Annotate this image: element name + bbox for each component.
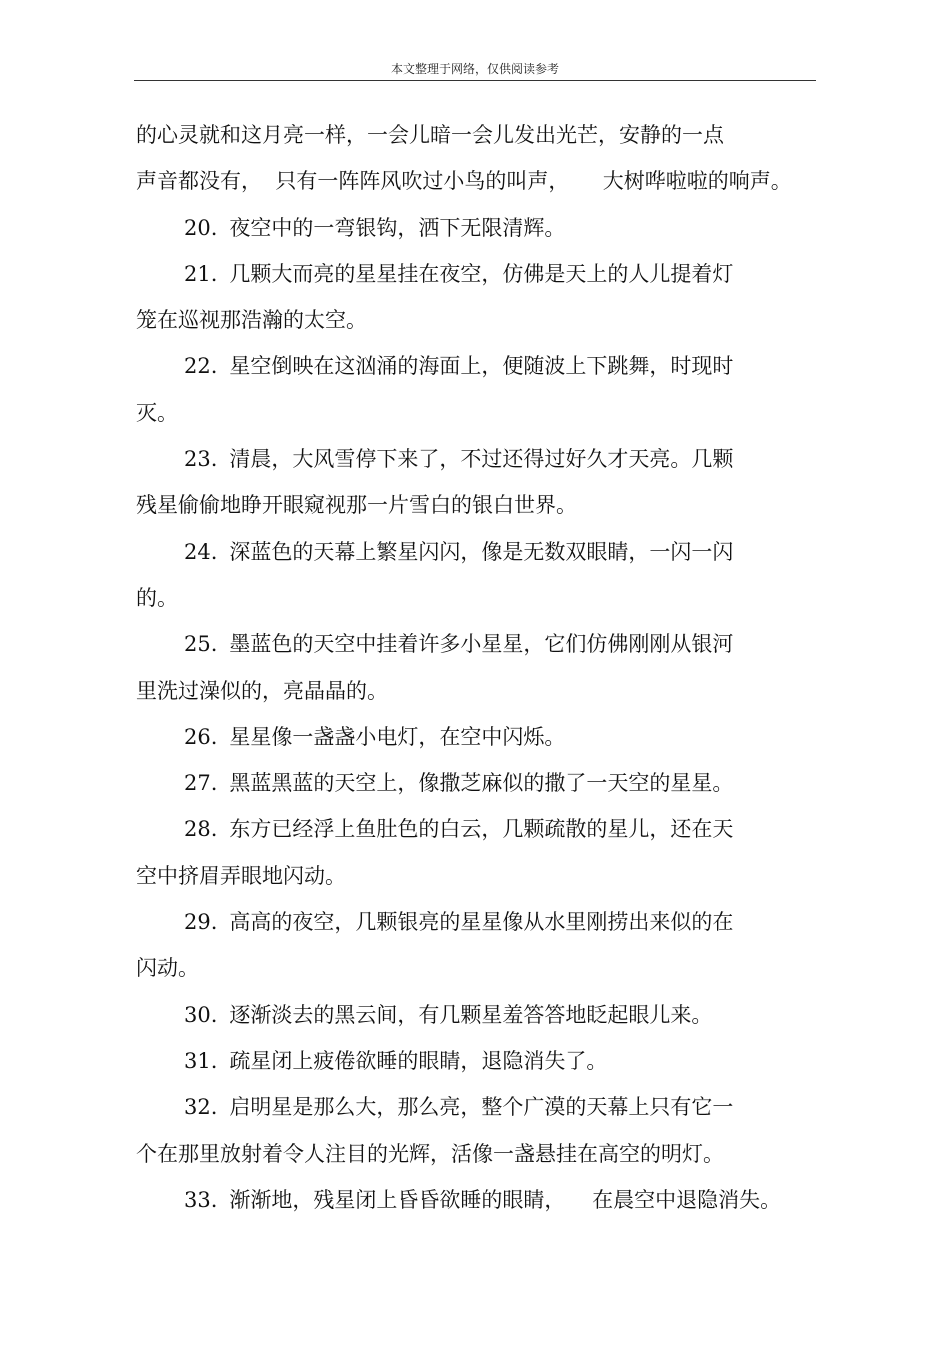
numbered-item-line xyxy=(136,1038,796,1084)
line-text: 星空倒映在这汹涌的海面上，便随波上下跳舞，时现时 xyxy=(229,354,734,379)
line-text: 深蓝色的天幕上繁星闪闪，像是无数双眼睛，一闪一闪 xyxy=(229,539,734,564)
line-text: 残星偷偷地睁开眼窥视那一片雪白的银白世界。 xyxy=(136,493,577,518)
item-number: 24. xyxy=(184,539,218,564)
text-line xyxy=(136,1131,796,1177)
header-divider xyxy=(134,80,816,81)
line-text: 黑蓝黑蓝的天空上，像撒芝麻似的撒了一天空的星星。 xyxy=(229,771,734,796)
line-text: 清晨，大风雪停下来了，不过还得过好久才天亮。几颗 xyxy=(229,447,734,472)
numbered-item-line xyxy=(136,760,796,806)
text-line xyxy=(136,112,796,158)
text-line xyxy=(136,390,796,436)
item-number: 25. xyxy=(184,632,218,657)
item-number: 21. xyxy=(184,261,218,286)
numbered-item-line xyxy=(136,992,796,1038)
line-text: 几颗大而亮的星星挂在夜空，仿佛是天上的人儿提着灯 xyxy=(229,261,734,286)
line-text: 逐渐淡去的黑云间，有几颗星羞答答地眨起眼儿来。 xyxy=(229,1002,713,1027)
line-text: 笼在巡视那浩瀚的太空。 xyxy=(136,308,367,333)
document-body xyxy=(136,112,796,1223)
numbered-item-line xyxy=(136,205,796,251)
item-number: 29. xyxy=(184,910,218,935)
line-text: 启明星是那么大，那么亮，整个广漠的天幕上只有它一 xyxy=(229,1095,734,1120)
line-text: 的心灵就和这月亮一样，一会儿暗一会儿发出光芒，安静的一点 xyxy=(136,123,724,147)
item-number: 23. xyxy=(184,447,218,472)
line-text: 灭。 xyxy=(136,400,178,425)
numbered-item-line xyxy=(136,436,796,482)
numbered-item-line xyxy=(136,899,796,945)
line-text: 闪动。 xyxy=(136,956,199,981)
text-line xyxy=(136,668,796,714)
text-line xyxy=(136,297,796,343)
item-number: 28. xyxy=(184,817,218,842)
line-text: 个在那里放射着令人注目的光辉，活像一盏悬挂在高空的明灯。 xyxy=(136,1141,724,1166)
line-text: 夜空中的一弯银钩，洒下无限清辉。 xyxy=(229,215,566,240)
text-line xyxy=(136,158,796,204)
page-header: 本文整理于网络，仅供阅读参考 xyxy=(390,62,559,76)
line-text: 的。 xyxy=(136,585,178,610)
line-text: 高高的夜空，几颗银亮的星星像从水里刚捞出来似的在 xyxy=(229,910,734,935)
item-number: 26. xyxy=(184,724,218,749)
line-text: 声音都没有， 只有一阵阵风吹过小鸟的叫声， 大树哗啦啦的响声。 xyxy=(136,169,792,194)
line-text: 疏星闭上疲倦欲睡的眼睛，退隐消失了。 xyxy=(229,1048,608,1073)
text-line xyxy=(136,945,796,991)
line-text: 空中挤眉弄眼地闪动。 xyxy=(136,863,346,888)
numbered-item-line xyxy=(136,806,796,852)
line-text: 里洗过澡似的，亮晶晶的。 xyxy=(136,678,388,703)
item-number: 22. xyxy=(184,354,218,379)
numbered-item-line xyxy=(136,529,796,575)
numbered-item-line xyxy=(136,714,796,760)
text-line xyxy=(136,853,796,899)
item-number: 31. xyxy=(184,1048,218,1073)
numbered-item-line xyxy=(136,1177,796,1223)
item-number: 33. xyxy=(184,1187,218,1212)
numbered-item-line xyxy=(136,251,796,297)
line-text: 渐渐地，残星闭上昏昏欲睡的眼睛， 在晨空中退隐消失。 xyxy=(229,1187,782,1212)
line-text: 墨蓝色的天空中挂着许多小星星，它们仿佛刚刚从银河 xyxy=(229,632,734,657)
numbered-item-line xyxy=(136,343,796,389)
numbered-item-line xyxy=(136,621,796,667)
item-number: 27. xyxy=(184,771,218,796)
text-line xyxy=(136,575,796,621)
line-text: 星星像一盏盏小电灯，在空中闪烁。 xyxy=(229,724,566,749)
text-line xyxy=(136,482,796,528)
line-text: 东方已经浮上鱼肚色的白云，几颗疏散的星儿，还在天 xyxy=(229,817,734,842)
numbered-item-line xyxy=(136,1084,796,1130)
item-number: 32. xyxy=(184,1095,218,1120)
item-number: 30. xyxy=(184,1002,218,1027)
item-number: 20. xyxy=(184,215,218,240)
